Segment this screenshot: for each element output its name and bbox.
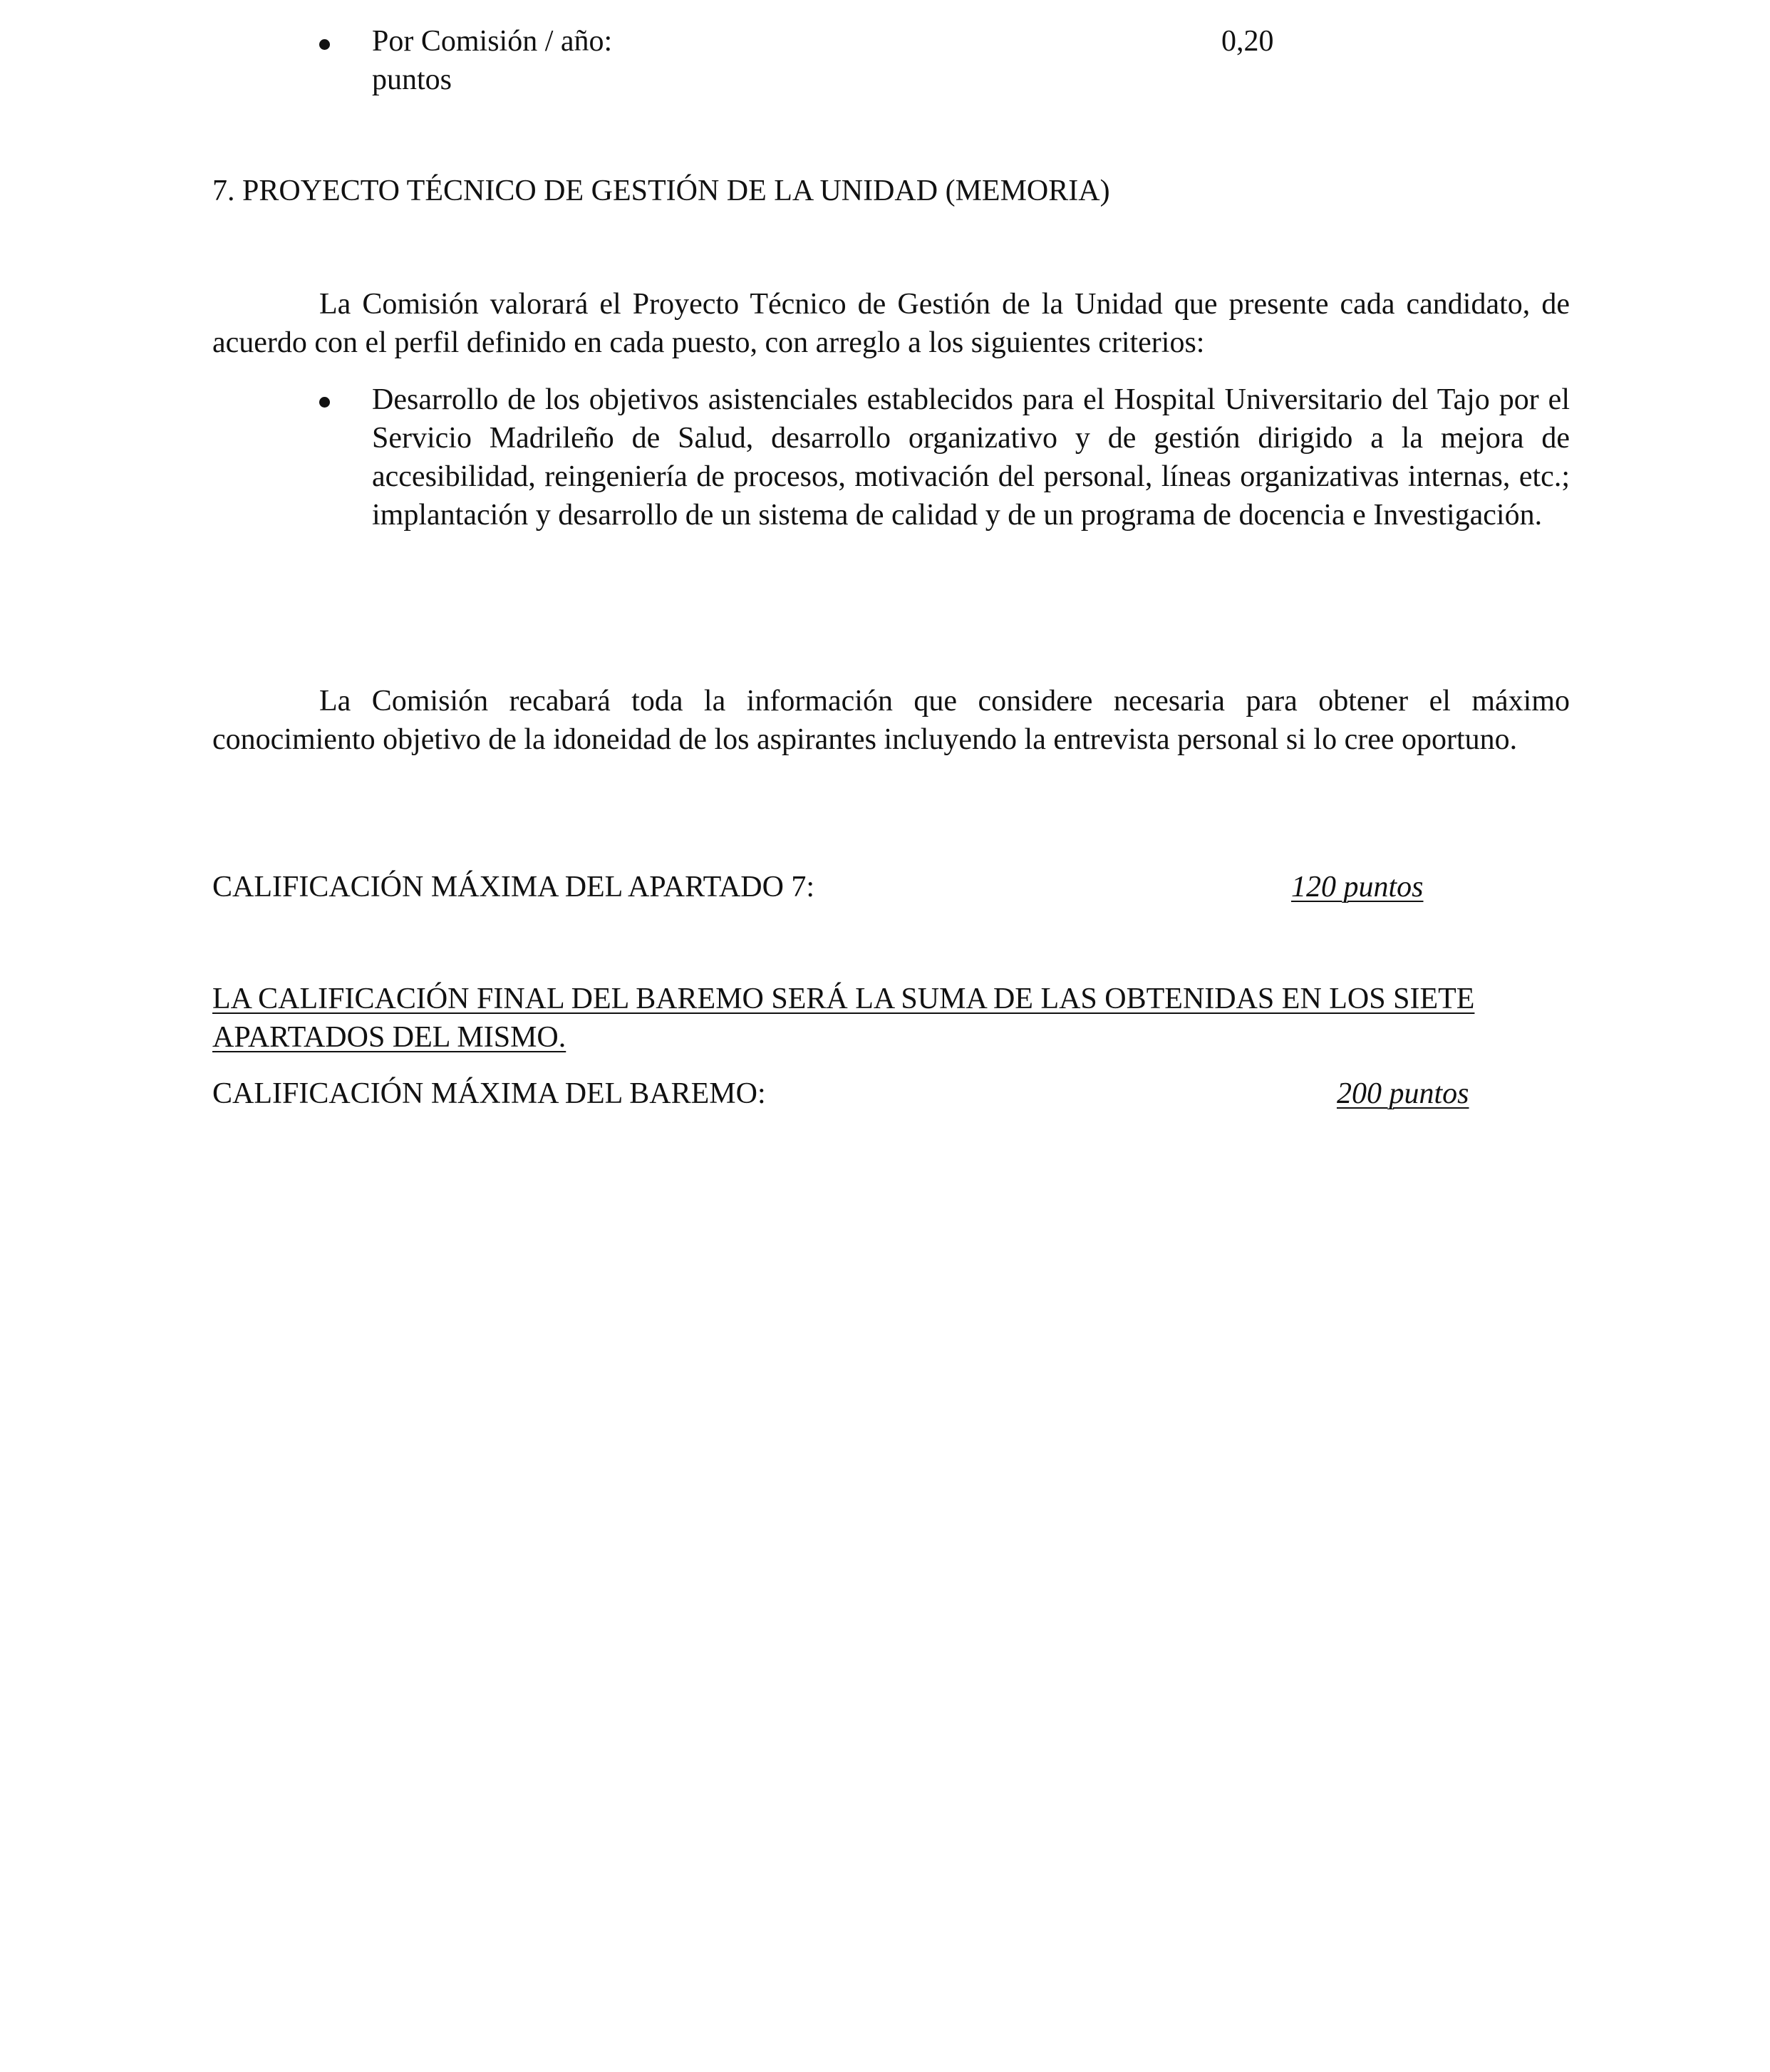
- section-intro: La Comisión valorará el Proyecto Técnico de Gestión de la Unidad que presente cada candidato, de acuerdo con el perfil definido en cada puesto, con arreglo a los siguientes criterios:: [212, 288, 1570, 359]
- max-section-label: CALIFICACIÓN MÁXIMA DEL APARTADO 7:: [212, 871, 815, 903]
- top-item-label: Por Comisión / año:: [372, 25, 613, 58]
- top-item-unit: puntos: [372, 63, 452, 96]
- bullet-icon: [319, 397, 330, 408]
- criteria-item: Desarrollo de los objetivos asistenciales establecidos para el Hospital Universitario del Tajo por el Servicio Madrileño de Salud, desarrollo organizativo y de gestión dirigido a la mejora de accesibilidad, reingeniería de procesos, motivación del personal, líneas organizativas internas, etc.; implantación y desarrollo de un sistema de calidad y de un programa de docencia e Investigación.: [372, 383, 1570, 532]
- max-total-value: 200 puntos: [1337, 1077, 1469, 1110]
- top-item-value: 0,20: [1221, 25, 1274, 58]
- max-total-label: CALIFICACIÓN MÁXIMA DEL BAREMO:: [212, 1077, 766, 1110]
- final-note: LA CALIFICACIÓN FINAL DEL BAREMO SERÁ LA SUMA DE LAS OBTENIDAS EN LOS SIETE APARTADOS DEL MISMO.: [212, 983, 1475, 1054]
- section-closing: La Comisión recabará toda la información que considere necesaria para obtener el máximo conocimiento objetivo de la idoneidad de los aspirantes incluyendo la entrevista personal si lo cree oportuno.: [212, 685, 1570, 756]
- max-section-value: 120 puntos: [1291, 871, 1424, 903]
- section-heading: 7. PROYECTO TÉCNICO DE GESTIÓN DE LA UNIDAD (MEMORIA): [212, 175, 1110, 207]
- bullet-icon: [319, 39, 330, 50]
